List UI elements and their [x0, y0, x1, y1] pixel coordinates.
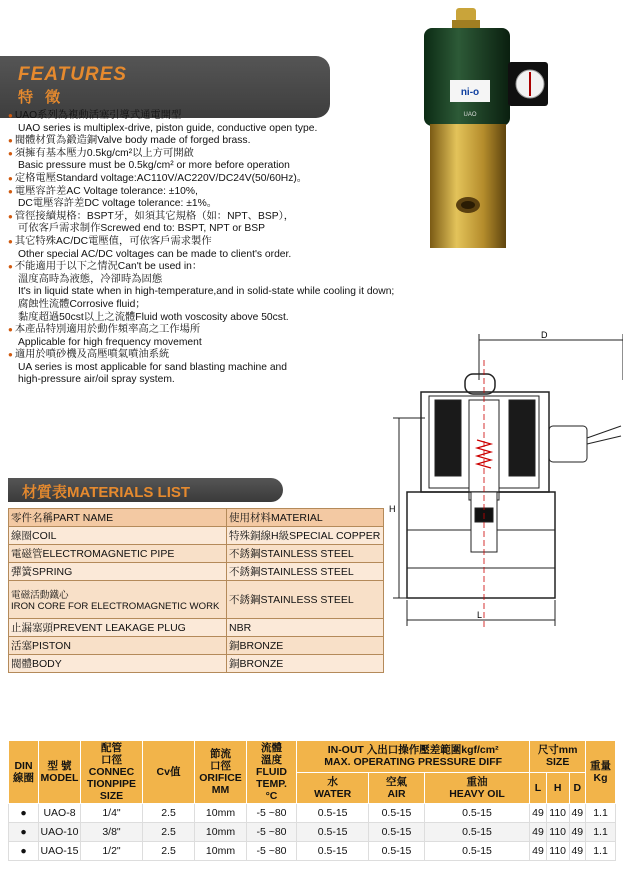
feature-line: UAO series is multiplex-drive, piston guide, conductive open type.	[18, 122, 318, 134]
cell-kg: 1.1	[586, 804, 616, 823]
header-orifice: 節流 口徑 ORIFICE MM	[195, 741, 247, 804]
materials-header-row	[9, 509, 384, 527]
feature-line: Applicable for high frequency movement	[18, 336, 202, 348]
feature-line: 溫度高時為液態，冷卻時為固態	[18, 273, 163, 285]
table-row	[9, 581, 384, 619]
part-cell: 彈簧SPRING	[9, 563, 227, 581]
header-din: DIN 線圈	[9, 741, 39, 804]
feature-line: ● 本產品特別適用於動作頻率高之工作場所	[8, 324, 448, 337]
cell-cv: 2.5	[143, 823, 195, 842]
brass-body-shape	[430, 124, 506, 248]
cell-orifice: 10mm	[195, 804, 247, 823]
cell-kg: 1.1	[586, 842, 616, 861]
cap-shape	[456, 8, 476, 22]
part-cell: 活塞PISTON	[9, 637, 227, 655]
cell-temp: -5 ~80	[247, 842, 297, 861]
part-cell: 閥體BODY	[9, 655, 227, 673]
cell-l: 49	[530, 823, 546, 842]
header-d: D	[569, 772, 585, 804]
material-cell: NBR	[227, 619, 384, 637]
brand-label: ni-o	[460, 87, 480, 98]
material-cell: 不銹鋼STAINLESS STEEL	[227, 545, 384, 563]
material-cell: 銅BRONZE	[227, 655, 384, 673]
materials-title: 材質表MATERIALS LIST	[22, 484, 191, 501]
feature-line: 可依客戶需求制作Screwed end to: BSPT, NPT or BSP	[18, 223, 266, 235]
feature-line: ● 閥體材質為鍛造銅Valve body made of forged brass.	[8, 135, 448, 148]
feature-line: It's in liquid state when in high-temperature,and in solid-state while cooling it down;	[18, 286, 395, 298]
header-h: H	[546, 772, 569, 804]
part-cell: 電磁管ELECTROMAGNETIC PIPE	[9, 545, 227, 563]
cell-orifice: 10mm	[195, 823, 247, 842]
cell-din: ●	[9, 823, 39, 842]
feature-line: ● 適用於噴砂機及高壓噴氣噴油系統	[8, 349, 448, 362]
cell-d: 49	[569, 823, 585, 842]
material-cell: 不銹鋼STAINLESS STEEL	[227, 581, 384, 619]
material-cell: 銅BRONZE	[227, 637, 384, 655]
dim-h-text: H	[389, 504, 396, 514]
dim-d-text: D	[541, 330, 548, 340]
features-list	[8, 110, 448, 387]
cell-air: 0.5-15	[369, 823, 424, 842]
feature-line: ● 定格電壓Standard voltage:AC110V/AC220V/DC24V(50/60Hz)。	[8, 173, 448, 186]
cell-cv: 2.5	[143, 804, 195, 823]
table-row	[9, 563, 384, 581]
dim-l-text: L	[477, 610, 483, 620]
feature-line: ● 電壓容許差AC Voltage tolerance: ±10%,	[8, 186, 448, 199]
table-row	[9, 804, 616, 823]
cell-d: 49	[569, 842, 585, 861]
cell-oil: 0.5-15	[424, 823, 530, 842]
feature-line: high-pressure air/oil spray system.	[18, 374, 175, 386]
material-cell: 不銹鋼STAINLESS STEEL	[227, 563, 384, 581]
header-air: 空氣 AIR	[369, 772, 424, 804]
table-row	[9, 527, 384, 545]
cell-h: 110	[546, 804, 569, 823]
cell-kg: 1.1	[586, 823, 616, 842]
cell-temp: -5 ~80	[247, 804, 297, 823]
feature-line: ● UAO系列為複動活塞引導式通電開型	[8, 110, 448, 123]
cell-orifice: 10mm	[195, 842, 247, 861]
cell-d: 49	[569, 804, 585, 823]
cell-air: 0.5-15	[369, 842, 424, 861]
cell-din: ●	[9, 842, 39, 861]
header-model: 型 號 MODEL	[39, 741, 81, 804]
cell-water: 0.5-15	[297, 823, 369, 842]
features-subtitle: 特 徵	[18, 89, 65, 106]
technical-drawing	[385, 330, 623, 630]
header-pressure: IN-OUT 入出口操作壓差範圍kgf/cm² MAX. OPERATING PRESSURE DIFF	[297, 741, 530, 773]
table-row	[9, 637, 384, 655]
feature-line: DC電壓容許差DC voltage tolerance: ±1%。	[18, 198, 218, 210]
cell-size: 1/2"	[81, 842, 143, 861]
part-cell: 線圈COIL	[9, 527, 227, 545]
materials-table	[8, 508, 384, 673]
cell-l: 49	[530, 842, 546, 861]
feature-line: 黏度超過50cst以上之流體Fluid woth voscosity above 50cst.	[18, 311, 289, 323]
spec-table	[8, 740, 616, 861]
cell-water: 0.5-15	[297, 804, 369, 823]
feature-line: 腐蝕性流體Corrosive fluid；	[18, 298, 146, 310]
cell-size: 3/8"	[81, 823, 143, 842]
header-weight: 重量 Kg	[586, 741, 616, 804]
model-label: UAO	[463, 112, 477, 118]
feature-line: Basic pressure must be 0.5kg/cm² or more before operation	[18, 160, 290, 172]
cell-model: UAO-15	[39, 842, 81, 861]
table-row	[9, 842, 616, 861]
header-material: 使用材料MATERIAL	[227, 509, 384, 527]
feature-line: ● 須擁有基本壓力0.5kg/cm²以上方可開啟	[8, 148, 448, 161]
cell-model: UAO-8	[39, 804, 81, 823]
header-water: 水 WATER	[297, 772, 369, 804]
cell-cv: 2.5	[143, 842, 195, 861]
valve-photo	[412, 0, 602, 270]
table-row	[9, 619, 384, 637]
header-part: 零件名稱PART NAME	[9, 509, 227, 527]
cell-oil: 0.5-15	[424, 842, 530, 861]
part-cell: 止漏塞頭PREVENT LEAKAGE PLUG	[9, 619, 227, 637]
cell-oil: 0.5-15	[424, 804, 530, 823]
cell-temp: -5 ~80	[247, 823, 297, 842]
feature-line: ● 不能適用于以下之情況Can't be used in：	[8, 261, 448, 274]
header-l: L	[530, 772, 546, 804]
cell-water: 0.5-15	[297, 842, 369, 861]
cell-model: UAO-10	[39, 823, 81, 842]
cell-l: 49	[530, 804, 546, 823]
header-oil: 重油 HEAVY OIL	[424, 772, 530, 804]
header-size: 尺寸mm SIZE	[530, 741, 586, 773]
part-cell	[9, 581, 227, 619]
part-cell-line1: 電磁活動鐵心	[11, 590, 69, 601]
cell-air: 0.5-15	[369, 804, 424, 823]
cell-h: 110	[546, 842, 569, 861]
table-row	[9, 655, 384, 673]
features-title: FEATURES	[18, 64, 127, 85]
part-cell-line2: IRON CORE FOR ELECTROMAGNETIC WORK	[11, 601, 220, 612]
cell-h: 110	[546, 823, 569, 842]
material-cell: 特殊銅線H級SPECIAL COPPER	[227, 527, 384, 545]
feature-line: UA series is most applicable for sand blasting machine and	[18, 361, 288, 373]
feature-line: ● 管徑接續規格：BSPT牙，如須其它規格（如：NPT、BSP），	[8, 211, 448, 224]
header-cv: Cv值	[143, 741, 195, 804]
header-fluid-temp: 流體 溫度 FLUID TEMP. °C	[247, 741, 297, 804]
cell-size: 1/4"	[81, 804, 143, 823]
feature-line: Other special AC/DC voltages can be made to client's order.	[18, 248, 292, 260]
header-connec: 配管 口徑 CONNEC TIONPIPE SIZE	[81, 741, 143, 804]
feature-line: ● 其它特殊AC/DC電壓值，可依客戶需求製作	[8, 236, 448, 249]
table-row	[9, 823, 616, 842]
table-row	[9, 545, 384, 563]
cell-din: ●	[9, 804, 39, 823]
